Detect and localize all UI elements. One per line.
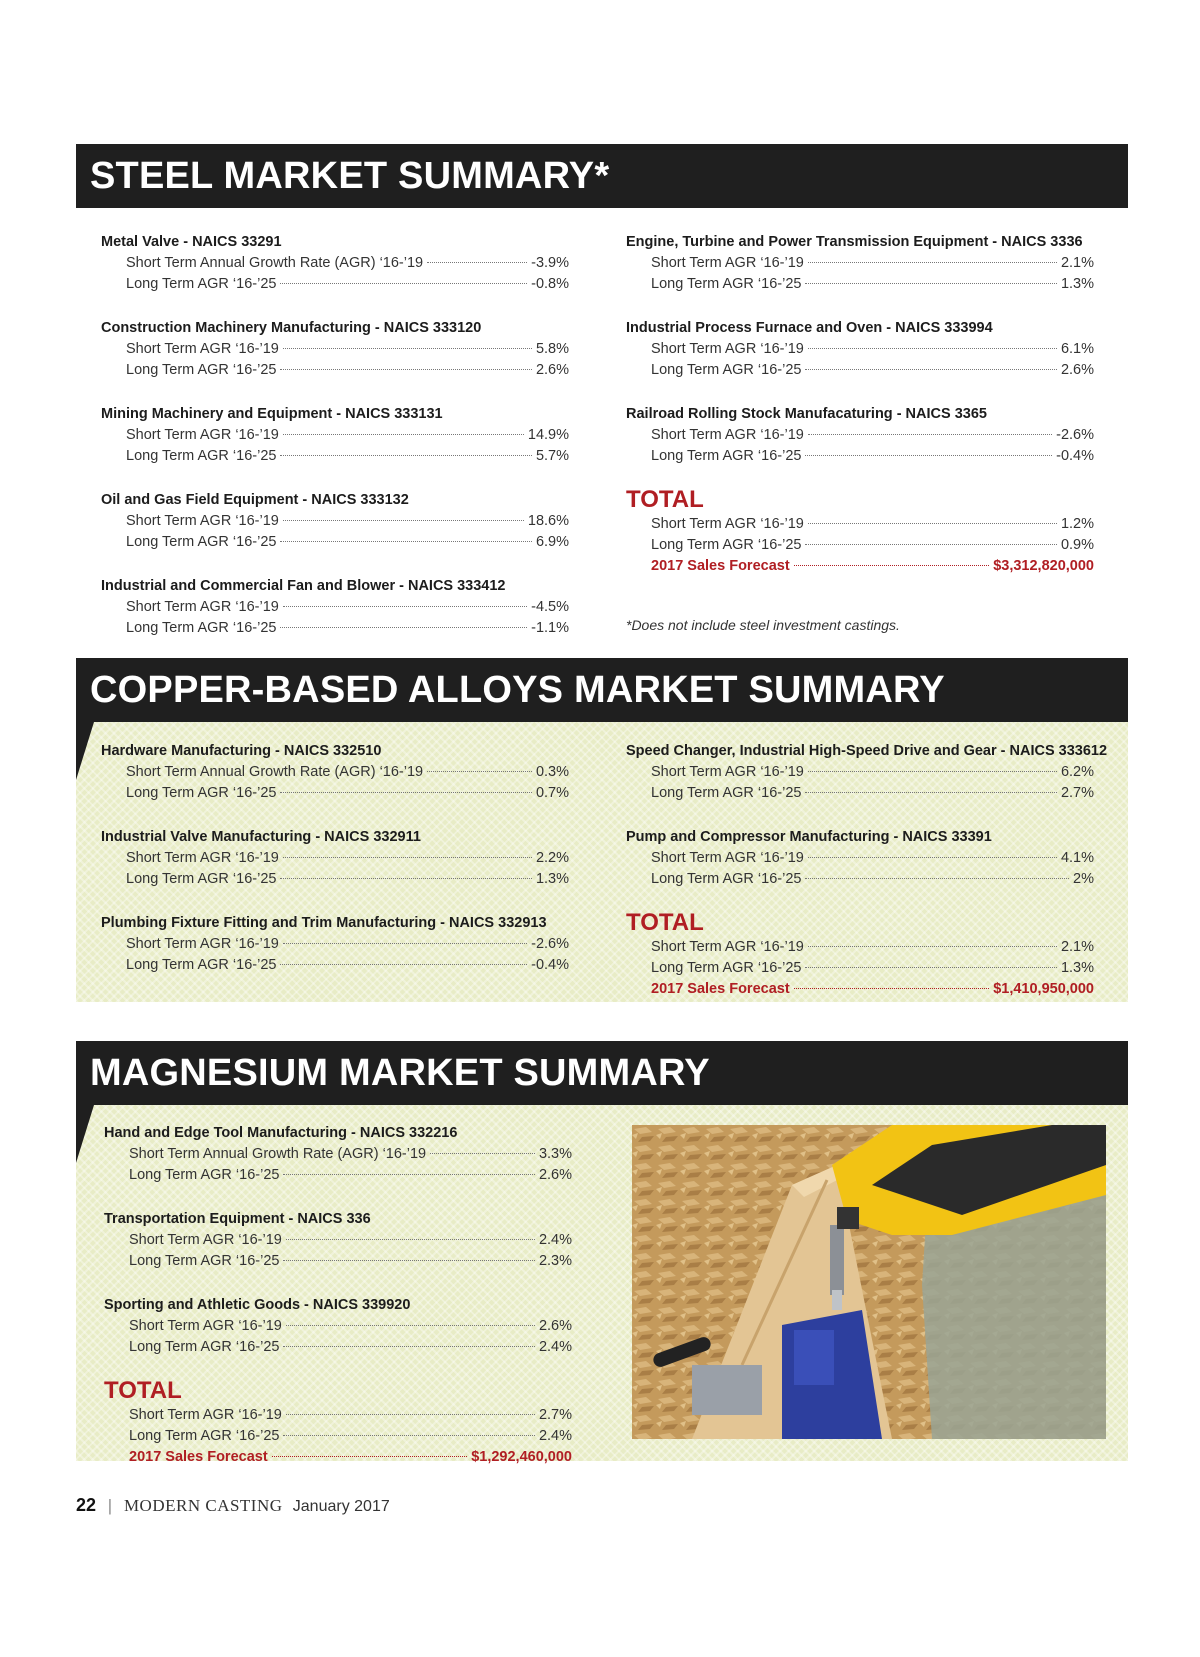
copper-left-column	[101, 741, 569, 999]
steel-footnote: *Does not include steel investment castings.	[626, 617, 900, 633]
magazine-name: MODERN CASTING	[123, 1496, 283, 1515]
agr-value: 2.6%	[538, 1167, 572, 1183]
industry-name: Metal Valve - NAICS 33291	[101, 234, 282, 250]
industry-group	[101, 232, 569, 295]
industry-name: Plumbing Fixture Fitting and Trim Manufacturing - NAICS 332913	[101, 915, 547, 931]
agr-row	[101, 511, 569, 532]
agr-value: -2.6%	[1056, 427, 1094, 443]
dot-leader	[280, 455, 531, 456]
dot-leader	[280, 627, 527, 628]
agr-value: 0.9%	[1060, 537, 1094, 553]
dot-leader	[808, 523, 1057, 524]
agr-value: 2.4%	[538, 1232, 572, 1248]
dot-leader	[283, 348, 532, 349]
agr-row	[101, 360, 569, 381]
agr-row	[626, 339, 1094, 360]
agr-row	[104, 1426, 572, 1447]
agr-value: 1.3%	[1060, 276, 1094, 292]
agr-row	[626, 253, 1094, 274]
agr-label: Short Term AGR ‘16-’19	[651, 516, 804, 532]
agr-label: Short Term AGR ‘16-’19	[126, 936, 279, 952]
dot-leader	[427, 771, 532, 772]
agr-label: Short Term AGR ‘16-’19	[651, 939, 804, 955]
dot-leader	[794, 988, 990, 989]
dot-leader	[283, 1174, 534, 1175]
dot-leader	[805, 792, 1056, 793]
dot-leader	[808, 434, 1052, 435]
agr-row	[101, 955, 569, 976]
agr-row	[104, 1405, 572, 1426]
agr-row	[626, 514, 1094, 535]
agr-label: Long Term AGR ‘16-’25	[126, 534, 277, 550]
forecast-value: $1,292,460,000	[471, 1449, 572, 1465]
agr-row	[101, 425, 569, 446]
agr-value: 1.2%	[1060, 516, 1094, 532]
dot-leader	[280, 369, 531, 370]
industry-name: Industrial Valve Manufacturing - NAICS 332911	[101, 829, 421, 845]
agr-value: 6.9%	[535, 534, 569, 550]
dot-leader	[808, 348, 1057, 349]
agr-label: Short Term AGR ‘16-’19	[651, 255, 804, 271]
agr-row	[101, 618, 569, 639]
agr-value: 6.2%	[1060, 764, 1094, 780]
industry-group	[104, 1209, 572, 1272]
agr-label: Long Term AGR ‘16-’25	[651, 362, 802, 378]
dot-leader	[280, 964, 527, 965]
agr-label: Long Term AGR ‘16-’25	[129, 1428, 280, 1444]
industry-group	[101, 318, 569, 381]
magnesium-banner-tab	[76, 1105, 94, 1163]
dot-leader	[283, 1435, 534, 1436]
agr-value: -0.8%	[531, 276, 569, 292]
industry-name: Pump and Compressor Manufacturing - NAICS 33391	[626, 829, 992, 845]
industry-group	[626, 827, 1094, 890]
agr-row	[101, 934, 569, 955]
dot-leader	[808, 771, 1057, 772]
agr-row	[101, 446, 569, 467]
agr-value: 2.1%	[1060, 255, 1094, 271]
industry-group	[101, 913, 569, 976]
industry-group	[626, 404, 1094, 467]
steel-body	[76, 208, 1128, 688]
agr-label: Long Term AGR ‘16-’25	[126, 620, 277, 636]
dot-leader	[283, 434, 524, 435]
industry-group	[104, 1123, 572, 1186]
industry-name: Industrial and Commercial Fan and Blower - NAICS 333412	[101, 578, 506, 594]
agr-label: Long Term AGR ‘16-’25	[129, 1339, 280, 1355]
agr-row	[104, 1337, 572, 1358]
dot-leader	[280, 541, 531, 542]
sales-forecast-row	[626, 556, 1094, 577]
agr-label: Long Term AGR ‘16-’25	[126, 362, 277, 378]
agr-value: 2.1%	[1060, 939, 1094, 955]
agr-label: Short Term Annual Growth Rate (AGR) ‘16-’19	[126, 255, 424, 271]
agr-row	[626, 360, 1094, 381]
agr-label: Short Term AGR ‘16-’19	[126, 850, 279, 866]
agr-row	[101, 848, 569, 869]
agr-label: Long Term AGR ‘16-’25	[651, 785, 802, 801]
agr-value: 2.7%	[538, 1407, 572, 1423]
dot-leader	[427, 262, 527, 263]
dot-leader	[286, 1325, 535, 1326]
agr-label: Short Term AGR ‘16-’19	[126, 341, 279, 357]
copper-right-column	[626, 741, 1108, 1000]
agr-row	[626, 958, 1094, 979]
dot-leader	[283, 520, 524, 521]
agr-label: Long Term AGR ‘16-’25	[126, 785, 277, 801]
agr-value: 2.6%	[1060, 362, 1094, 378]
copper-body	[76, 722, 1128, 1002]
agr-row	[101, 597, 569, 618]
magnesium-body	[76, 1105, 1128, 1465]
agr-row	[104, 1230, 572, 1251]
agr-label: Short Term AGR ‘16-’19	[126, 599, 279, 615]
industry-group	[101, 827, 569, 890]
forecast-label: 2017 Sales Forecast	[651, 981, 790, 997]
industry-name: Engine, Turbine and Power Transmission Equipment - NAICS 3336	[626, 234, 1083, 250]
agr-row	[626, 425, 1094, 446]
agr-value: 4.1%	[1060, 850, 1094, 866]
industry-name: Hardware Manufacturing - NAICS 332510	[101, 743, 382, 759]
agr-value: 3.3%	[538, 1146, 572, 1162]
agr-label: Short Term AGR ‘16-’19	[651, 341, 804, 357]
magnesium-left-column	[104, 1123, 572, 1468]
steel-section	[76, 144, 1128, 688]
industry-name: Construction Machinery Manufacturing - NAICS 333120	[101, 320, 482, 336]
dot-leader	[805, 967, 1056, 968]
dot-leader	[808, 857, 1057, 858]
agr-row	[104, 1144, 572, 1165]
steel-left-column	[101, 232, 569, 662]
agr-label: Long Term AGR ‘16-’25	[651, 276, 802, 292]
agr-value: -0.4%	[531, 957, 569, 973]
agr-value: 2.2%	[535, 850, 569, 866]
dot-leader	[280, 283, 527, 284]
footer-separator: |	[108, 1496, 112, 1515]
agr-label: Long Term AGR ‘16-’25	[651, 537, 802, 553]
agr-label: Short Term AGR ‘16-’19	[129, 1407, 282, 1423]
industry-group	[101, 741, 569, 804]
dot-leader	[808, 262, 1057, 263]
industry-group	[626, 318, 1094, 381]
agr-label: Long Term AGR ‘16-’25	[126, 957, 277, 973]
industry-group	[104, 1295, 572, 1358]
agr-value: 2.6%	[535, 362, 569, 378]
agr-label: Short Term AGR ‘16-’19	[129, 1232, 282, 1248]
agr-row	[626, 446, 1094, 467]
total-heading: TOTAL	[104, 1377, 182, 1404]
industry-group	[101, 404, 569, 467]
industry-name: Sporting and Athletic Goods - NAICS 339920	[104, 1297, 411, 1313]
dot-leader	[805, 544, 1056, 545]
agr-value: 14.9%	[527, 427, 569, 443]
agr-value: -3.9%	[531, 255, 569, 271]
issue-date: January 2017	[292, 1498, 390, 1515]
agr-value: 2.4%	[538, 1428, 572, 1444]
agr-value: -0.4%	[1056, 448, 1094, 464]
dot-leader	[283, 943, 527, 944]
agr-value: 0.3%	[535, 764, 569, 780]
dot-leader	[283, 857, 532, 858]
agr-value: 0.7%	[535, 785, 569, 801]
agr-label: Short Term AGR ‘16-’19	[651, 764, 804, 780]
agr-row	[626, 783, 1094, 804]
agr-row	[104, 1316, 572, 1337]
industry-name: Railroad Rolling Stock Manufacaturing - NAICS 3365	[626, 406, 987, 422]
agr-row	[101, 869, 569, 890]
forecast-value: $1,410,950,000	[993, 981, 1094, 997]
agr-value: 2.3%	[538, 1253, 572, 1269]
dot-leader	[805, 455, 1052, 456]
agr-row	[626, 869, 1094, 890]
magnesium-section	[76, 1041, 1128, 1465]
agr-value: 6.1%	[1060, 341, 1094, 357]
industry-name: Speed Changer, Industrial High-Speed Drive and Gear - NAICS 333612	[626, 743, 1108, 759]
industry-group	[101, 490, 569, 553]
agr-label: Short Term AGR ‘16-’19	[126, 513, 279, 529]
dot-leader	[272, 1456, 468, 1457]
agr-row	[626, 535, 1094, 556]
copper-section	[76, 658, 1128, 1002]
agr-value: 5.7%	[535, 448, 569, 464]
agr-label: Long Term AGR ‘16-’25	[651, 871, 802, 887]
agr-row	[101, 274, 569, 295]
sales-forecast-row	[626, 979, 1094, 1000]
total-heading: TOTAL	[626, 909, 704, 936]
copper-banner-tab	[76, 722, 94, 780]
dot-leader	[283, 606, 527, 607]
agr-value: -4.5%	[531, 599, 569, 615]
agr-value: -1.1%	[531, 620, 569, 636]
copper-title: COPPER-BASED ALLOYS MARKET SUMMARY	[76, 658, 1128, 722]
page-footer	[76, 1495, 390, 1516]
industry-name: Oil and Gas Field Equipment - NAICS 333132	[101, 492, 409, 508]
dot-leader	[808, 946, 1057, 947]
sales-forecast-row	[104, 1447, 572, 1468]
agr-label: Long Term AGR ‘16-’25	[651, 960, 802, 976]
dot-leader	[280, 792, 531, 793]
copper-total	[626, 909, 1094, 1000]
agr-value: 1.3%	[535, 871, 569, 887]
agr-row	[101, 532, 569, 553]
agr-label: Short Term AGR ‘16-’19	[651, 850, 804, 866]
agr-row	[101, 253, 569, 274]
agr-value: 2.6%	[538, 1318, 572, 1334]
agr-value: -2.6%	[531, 936, 569, 952]
agr-label: Short Term Annual Growth Rate (AGR) ‘16-’19	[126, 764, 424, 780]
dot-leader	[283, 1260, 534, 1261]
agr-label: Long Term AGR ‘16-’25	[126, 871, 277, 887]
agr-row	[626, 274, 1094, 295]
total-heading: TOTAL	[626, 486, 704, 513]
dot-leader	[794, 565, 990, 566]
agr-label: Long Term AGR ‘16-’25	[126, 448, 277, 464]
dot-leader	[805, 369, 1056, 370]
agr-row	[626, 937, 1094, 958]
industry-group	[626, 741, 1108, 804]
agr-label: Short Term Annual Growth Rate (AGR) ‘16-’19	[129, 1146, 427, 1162]
drill-illustration	[632, 1125, 1106, 1439]
forecast-label: 2017 Sales Forecast	[651, 558, 790, 574]
agr-value: 2.4%	[538, 1339, 572, 1355]
agr-label: Long Term AGR ‘16-’25	[129, 1253, 280, 1269]
agr-label: Short Term AGR ‘16-’19	[129, 1318, 282, 1334]
page-number: 22	[76, 1495, 97, 1515]
industry-group	[626, 232, 1094, 295]
magnesium-total	[104, 1377, 572, 1468]
agr-label: Short Term AGR ‘16-’19	[126, 427, 279, 443]
dot-leader	[286, 1414, 535, 1415]
steel-title: STEEL MARKET SUMMARY*	[76, 144, 1128, 208]
dot-leader	[286, 1239, 535, 1240]
industry-name: Hand and Edge Tool Manufacturing - NAICS 332216	[104, 1125, 458, 1141]
agr-value: 5.8%	[535, 341, 569, 357]
dot-leader	[805, 283, 1056, 284]
agr-label: Long Term AGR ‘16-’25	[126, 276, 277, 292]
forecast-value: $3,312,820,000	[993, 558, 1094, 574]
drill-photo	[632, 1125, 1106, 1439]
industry-name: Industrial Process Furnace and Oven - NAICS 333994	[626, 320, 993, 336]
agr-value: 2%	[1073, 871, 1094, 887]
industry-group	[101, 576, 569, 639]
agr-value: 2.7%	[1060, 785, 1094, 801]
agr-label: Long Term AGR ‘16-’25	[651, 448, 802, 464]
forecast-label: 2017 Sales Forecast	[129, 1449, 268, 1465]
dot-leader	[430, 1153, 535, 1154]
agr-row	[626, 762, 1094, 783]
agr-value: 18.6%	[527, 513, 569, 529]
agr-row	[104, 1165, 572, 1186]
agr-value: 1.3%	[1060, 960, 1094, 976]
agr-row	[626, 848, 1094, 869]
agr-label: Long Term AGR ‘16-’25	[129, 1167, 280, 1183]
industry-name: Mining Machinery and Equipment - NAICS 333131	[101, 406, 443, 422]
steel-total	[626, 486, 1094, 577]
dot-leader	[283, 1346, 534, 1347]
magnesium-title: MAGNESIUM MARKET SUMMARY	[76, 1041, 1128, 1105]
steel-right-column	[626, 232, 1094, 633]
agr-row	[101, 339, 569, 360]
agr-label: Short Term AGR ‘16-’19	[651, 427, 804, 443]
dot-leader	[280, 878, 531, 879]
industry-name: Transportation Equipment - NAICS 336	[104, 1211, 371, 1227]
agr-row	[104, 1251, 572, 1272]
agr-row	[101, 762, 569, 783]
agr-row	[101, 783, 569, 804]
dot-leader	[805, 878, 1069, 879]
